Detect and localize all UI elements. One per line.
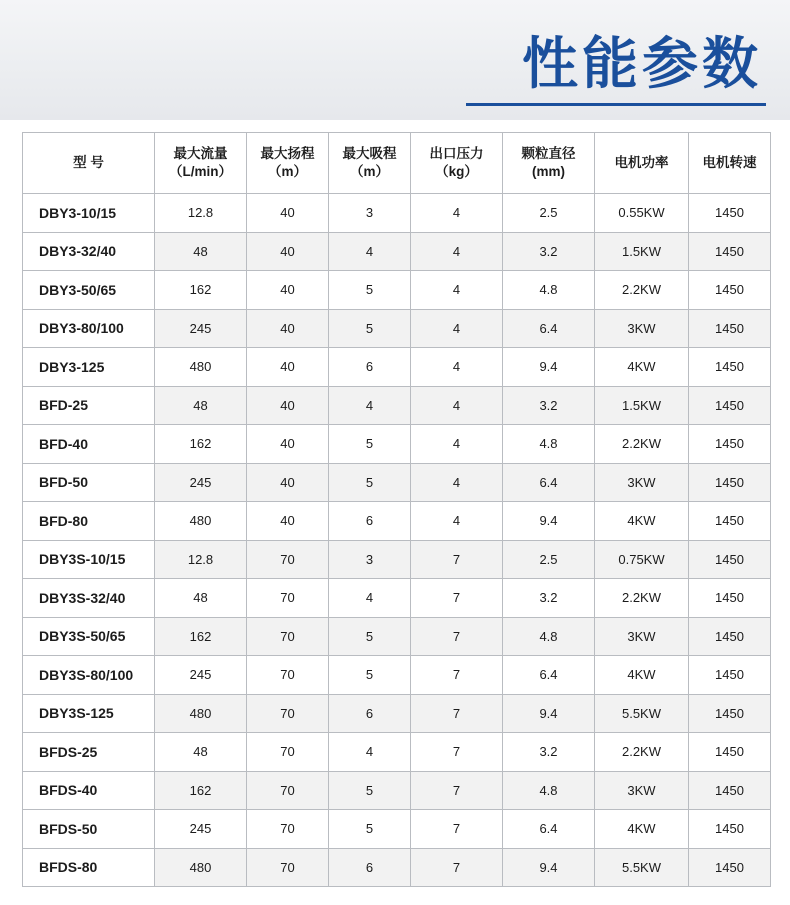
cell-suck: 5	[329, 810, 411, 849]
cell-model: DBY3-80/100	[23, 309, 155, 348]
cell-press: 7	[411, 733, 503, 772]
cell-flow: 480	[155, 848, 247, 887]
cell-power: 5.5KW	[595, 694, 689, 733]
cell-press: 7	[411, 810, 503, 849]
cell-speed: 1450	[689, 425, 771, 464]
table-row	[23, 463, 771, 502]
column-header-suck	[329, 133, 411, 194]
column-header-unit: （L/min）	[169, 164, 232, 179]
table-body	[23, 194, 771, 887]
column-header-label: 电机功率	[614, 154, 669, 170]
cell-speed: 1450	[689, 771, 771, 810]
cell-flow: 162	[155, 425, 247, 464]
table-row	[23, 579, 771, 618]
table-row	[23, 771, 771, 810]
cell-head: 70	[247, 733, 329, 772]
cell-speed: 1450	[689, 656, 771, 695]
cell-speed: 1450	[689, 540, 771, 579]
column-header-unit: （kg）	[435, 164, 478, 179]
cell-suck: 4	[329, 733, 411, 772]
table-row	[23, 232, 771, 271]
column-header-model	[23, 133, 155, 194]
table-row	[23, 733, 771, 772]
column-header-label: 出口压力	[429, 145, 484, 161]
cell-head: 70	[247, 656, 329, 695]
cell-press: 7	[411, 656, 503, 695]
cell-model: BFDS-40	[23, 771, 155, 810]
cell-gran: 9.4	[503, 848, 595, 887]
cell-suck: 6	[329, 348, 411, 387]
cell-gran: 4.8	[503, 425, 595, 464]
cell-power: 4KW	[595, 810, 689, 849]
cell-flow: 12.8	[155, 194, 247, 233]
cell-suck: 5	[329, 425, 411, 464]
cell-press: 4	[411, 309, 503, 348]
cell-power: 3KW	[595, 463, 689, 502]
cell-power: 2.2KW	[595, 579, 689, 618]
cell-power: 4KW	[595, 656, 689, 695]
cell-suck: 6	[329, 694, 411, 733]
cell-gran: 3.2	[503, 232, 595, 271]
cell-head: 70	[247, 617, 329, 656]
cell-press: 7	[411, 771, 503, 810]
cell-press: 4	[411, 463, 503, 502]
cell-speed: 1450	[689, 579, 771, 618]
column-header-unit: （m）	[267, 164, 307, 179]
cell-model: DBY3S-50/65	[23, 617, 155, 656]
cell-gran: 2.5	[503, 540, 595, 579]
table-row	[23, 810, 771, 849]
column-header-power	[595, 133, 689, 194]
cell-flow: 480	[155, 694, 247, 733]
cell-press: 4	[411, 232, 503, 271]
cell-gran: 9.4	[503, 348, 595, 387]
column-header-unit: (mm)	[532, 164, 565, 179]
cell-model: DBY3-50/65	[23, 271, 155, 310]
cell-press: 4	[411, 386, 503, 425]
cell-flow: 245	[155, 463, 247, 502]
cell-head: 40	[247, 348, 329, 387]
cell-head: 40	[247, 194, 329, 233]
cell-speed: 1450	[689, 194, 771, 233]
cell-press: 7	[411, 848, 503, 887]
cell-flow: 48	[155, 232, 247, 271]
cell-flow: 245	[155, 656, 247, 695]
cell-suck: 5	[329, 617, 411, 656]
cell-speed: 1450	[689, 810, 771, 849]
column-header-head	[247, 133, 329, 194]
column-header-label: 型 号	[73, 154, 104, 170]
cell-model: BFD-40	[23, 425, 155, 464]
table-row	[23, 348, 771, 387]
cell-gran: 6.4	[503, 309, 595, 348]
column-header-gran	[503, 133, 595, 194]
table-row	[23, 694, 771, 733]
cell-speed: 1450	[689, 694, 771, 733]
cell-flow: 48	[155, 386, 247, 425]
cell-suck: 4	[329, 579, 411, 618]
cell-head: 70	[247, 848, 329, 887]
cell-suck: 5	[329, 771, 411, 810]
column-header-unit: （m）	[349, 164, 389, 179]
cell-speed: 1450	[689, 348, 771, 387]
cell-suck: 4	[329, 232, 411, 271]
column-header-label: 最大吸程	[342, 145, 397, 161]
cell-model: DBY3S-125	[23, 694, 155, 733]
cell-press: 7	[411, 694, 503, 733]
cell-gran: 6.4	[503, 463, 595, 502]
cell-head: 40	[247, 232, 329, 271]
table-row	[23, 386, 771, 425]
cell-model: DBY3S-10/15	[23, 540, 155, 579]
performance-parameters-table	[22, 132, 771, 887]
column-header-press	[411, 133, 503, 194]
cell-gran: 3.2	[503, 579, 595, 618]
cell-press: 4	[411, 194, 503, 233]
cell-gran: 2.5	[503, 194, 595, 233]
cell-suck: 5	[329, 656, 411, 695]
cell-model: BFDS-25	[23, 733, 155, 772]
cell-head: 40	[247, 386, 329, 425]
cell-suck: 5	[329, 463, 411, 502]
cell-power: 2.2KW	[595, 425, 689, 464]
cell-power: 0.75KW	[595, 540, 689, 579]
column-header-label: 电机转速	[702, 154, 757, 170]
table-row	[23, 309, 771, 348]
header-band	[0, 0, 790, 120]
cell-model: DBY3S-32/40	[23, 579, 155, 618]
cell-speed: 1450	[689, 232, 771, 271]
table-row	[23, 502, 771, 541]
cell-suck: 5	[329, 309, 411, 348]
cell-suck: 5	[329, 271, 411, 310]
table-row	[23, 271, 771, 310]
cell-suck: 3	[329, 540, 411, 579]
table-row	[23, 617, 771, 656]
table-row	[23, 194, 771, 233]
cell-suck: 6	[329, 848, 411, 887]
column-header-speed	[689, 133, 771, 194]
page-title: 性能参数	[522, 32, 762, 95]
cell-head: 40	[247, 463, 329, 502]
cell-gran: 9.4	[503, 502, 595, 541]
cell-model: DBY3S-80/100	[23, 656, 155, 695]
cell-power: 2.2KW	[595, 733, 689, 772]
cell-flow: 48	[155, 579, 247, 618]
cell-power: 3KW	[595, 771, 689, 810]
cell-power: 0.55KW	[595, 194, 689, 233]
cell-flow: 48	[155, 733, 247, 772]
cell-speed: 1450	[689, 463, 771, 502]
cell-press: 4	[411, 425, 503, 464]
cell-gran: 6.4	[503, 810, 595, 849]
header-row	[23, 133, 771, 194]
cell-power: 4KW	[595, 502, 689, 541]
cell-power: 5.5KW	[595, 848, 689, 887]
cell-speed: 1450	[689, 848, 771, 887]
table-row	[23, 848, 771, 887]
cell-head: 40	[247, 502, 329, 541]
cell-head: 70	[247, 694, 329, 733]
table-row	[23, 425, 771, 464]
column-header-label: 最大扬程	[260, 145, 315, 161]
cell-speed: 1450	[689, 502, 771, 541]
cell-head: 70	[247, 579, 329, 618]
cell-speed: 1450	[689, 733, 771, 772]
column-header-flow	[155, 133, 247, 194]
cell-press: 7	[411, 617, 503, 656]
cell-head: 70	[247, 810, 329, 849]
cell-gran: 9.4	[503, 694, 595, 733]
cell-model: BFD-80	[23, 502, 155, 541]
cell-gran: 4.8	[503, 771, 595, 810]
cell-flow: 480	[155, 502, 247, 541]
cell-press: 4	[411, 348, 503, 387]
cell-press: 4	[411, 271, 503, 310]
cell-power: 3KW	[595, 309, 689, 348]
cell-power: 4KW	[595, 348, 689, 387]
column-header-label: 最大流量	[173, 145, 228, 161]
cell-head: 40	[247, 309, 329, 348]
cell-suck: 6	[329, 502, 411, 541]
title-underline	[466, 103, 766, 106]
cell-model: BFD-50	[23, 463, 155, 502]
cell-gran: 3.2	[503, 733, 595, 772]
cell-speed: 1450	[689, 271, 771, 310]
cell-gran: 6.4	[503, 656, 595, 695]
cell-model: BFDS-50	[23, 810, 155, 849]
cell-flow: 162	[155, 771, 247, 810]
cell-flow: 162	[155, 271, 247, 310]
column-header-label: 颗粒直径	[521, 145, 576, 161]
cell-gran: 3.2	[503, 386, 595, 425]
cell-press: 7	[411, 579, 503, 618]
table-row	[23, 656, 771, 695]
cell-model: DBY3-125	[23, 348, 155, 387]
cell-suck: 4	[329, 386, 411, 425]
cell-flow: 162	[155, 617, 247, 656]
cell-speed: 1450	[689, 617, 771, 656]
cell-model: DBY3-32/40	[23, 232, 155, 271]
cell-power: 3KW	[595, 617, 689, 656]
cell-press: 7	[411, 540, 503, 579]
cell-model: BFDS-80	[23, 848, 155, 887]
cell-speed: 1450	[689, 309, 771, 348]
cell-power: 1.5KW	[595, 386, 689, 425]
cell-head: 70	[247, 771, 329, 810]
cell-power: 1.5KW	[595, 232, 689, 271]
cell-head: 40	[247, 425, 329, 464]
cell-flow: 245	[155, 810, 247, 849]
cell-flow: 12.8	[155, 540, 247, 579]
cell-model: BFD-25	[23, 386, 155, 425]
cell-head: 40	[247, 271, 329, 310]
cell-speed: 1450	[689, 386, 771, 425]
table-row	[23, 540, 771, 579]
table-container	[0, 120, 790, 887]
cell-model: DBY3-10/15	[23, 194, 155, 233]
table-header	[23, 133, 771, 194]
cell-gran: 4.8	[503, 271, 595, 310]
cell-power: 2.2KW	[595, 271, 689, 310]
cell-suck: 3	[329, 194, 411, 233]
cell-head: 70	[247, 540, 329, 579]
cell-gran: 4.8	[503, 617, 595, 656]
cell-flow: 245	[155, 309, 247, 348]
cell-press: 4	[411, 502, 503, 541]
cell-flow: 480	[155, 348, 247, 387]
